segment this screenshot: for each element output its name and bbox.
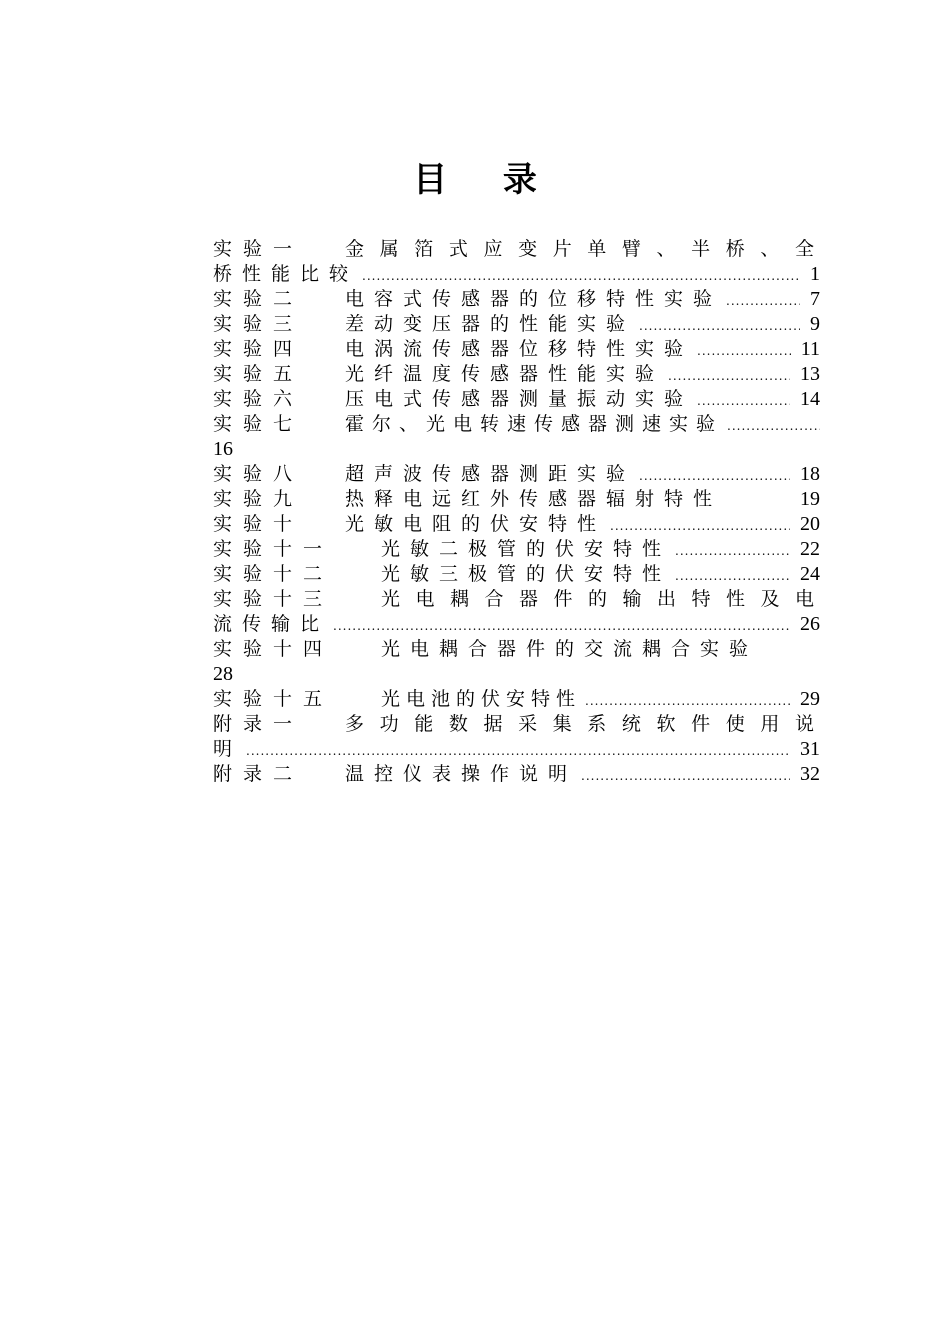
leader-dots [362, 264, 800, 289]
toc-entry-title: 光敏二极管的伏安特性 [381, 538, 672, 560]
toc-entry-1-line2[interactable] [213, 262, 820, 287]
toc-entry-page: 16 [213, 438, 233, 460]
toc-entry-3[interactable] [213, 312, 820, 337]
toc-entry-13-line2[interactable] [213, 612, 820, 637]
toc-entry-page: 7 [810, 288, 820, 310]
leader-dots [246, 739, 790, 764]
toc-entry-label: 实验三 [213, 313, 304, 335]
toc-entry-page: 31 [800, 738, 820, 760]
toc-entry-label: 实验十二 [213, 563, 334, 585]
toc-entry-label: 实验十 [213, 513, 304, 535]
leader-dots [581, 764, 790, 789]
toc-entry-page: 32 [800, 763, 820, 785]
toc-appendix-1-line1[interactable] [213, 712, 820, 737]
leader-dots [675, 564, 790, 589]
toc-entry-title: 光敏电阻的伏安特性 [345, 513, 607, 535]
toc-entry-title-cont: 流传输比 [213, 613, 330, 635]
toc-entry-11[interactable] [213, 537, 820, 562]
toc-entry-title: 多功能数据采集系统软件使用说 [345, 713, 820, 735]
toc-entry-6[interactable] [213, 387, 820, 412]
toc-entry-label: 实验四 [213, 338, 304, 360]
toc-entry-title: 光敏三极管的伏安特性 [381, 563, 672, 585]
toc-entry-title: 光电耦合器件的输出特性及电 [381, 588, 820, 610]
toc-entry-label: 实验十五 [213, 688, 334, 710]
toc-entry-title: 电涡流传感器位移特性实验 [345, 338, 694, 360]
toc-entry-15[interactable] [213, 687, 820, 712]
toc-entry-title: 光纤温度传感器性能实验 [345, 363, 665, 385]
toc-entry-label: 实验十一 [213, 538, 334, 560]
toc-entry-10[interactable] [213, 512, 820, 537]
toc-entry-label: 实验七 [213, 413, 304, 435]
leader-dots [333, 614, 790, 639]
toc-entry-7-line2[interactable] [213, 437, 820, 462]
toc-entry-page: 28 [213, 663, 233, 685]
leader-dots [697, 389, 790, 414]
leader-dots [610, 514, 790, 539]
toc-entry-page: 13 [800, 363, 820, 385]
toc-entry-8[interactable] [213, 462, 820, 487]
toc-entry-page: 9 [810, 313, 820, 335]
toc-entry-title: 霍尔、光电转速传感器测速实验 [345, 413, 724, 435]
leader-dots [585, 689, 790, 714]
toc-entry-label: 实验十三 [213, 588, 334, 610]
leader-dots [668, 364, 790, 389]
leader-dots [639, 314, 800, 339]
toc-entry-page: 18 [800, 463, 820, 485]
toc-entry-page: 29 [800, 688, 820, 710]
toc-entry-title: 电容式传感器的位移特性实验 [345, 288, 723, 310]
toc-entry-13-line1[interactable] [213, 587, 820, 612]
toc-entry-label: 实验六 [213, 388, 304, 410]
toc-entry-label: 实验十四 [213, 638, 334, 660]
toc-entry-label: 实验五 [213, 363, 304, 385]
toc-appendix-1-line2[interactable] [213, 737, 820, 762]
toc-entry-label: 实验八 [213, 463, 304, 485]
toc-entry-9[interactable] [213, 487, 820, 512]
leader-dots [697, 339, 791, 364]
toc-entry-title: 光电池的伏安特性 [381, 688, 582, 710]
leader-dots [726, 289, 800, 314]
toc-entry-1-line1[interactable] [213, 237, 820, 262]
toc-entry-title-cont: 桥性能比较 [213, 263, 359, 285]
toc-entry-title: 超声波传感器测距实验 [345, 463, 636, 485]
leader-dots [639, 464, 790, 489]
page-title: 目 录 [413, 160, 559, 200]
toc-entry-5[interactable] [213, 362, 820, 387]
toc-entry-title: 差动变压器的性能实验 [345, 313, 636, 335]
toc-entry-page: 24 [800, 563, 820, 585]
toc-entry-2[interactable] [213, 287, 820, 312]
toc-entry-page: 1 [810, 263, 820, 285]
toc-entry-14-line2[interactable] [213, 662, 820, 687]
toc-entry-4[interactable] [213, 337, 820, 362]
toc-entry-label: 实验一 [213, 238, 304, 260]
toc-appendix-2[interactable] [213, 762, 820, 787]
toc-entry-label: 实验九 [213, 488, 304, 510]
toc-entry-title: 金属箔式应变片单臂、半桥、全 [345, 238, 820, 260]
toc-entry-label: 附录一 [213, 713, 304, 735]
toc-entry-title: 压电式传感器测量振动实验 [345, 388, 694, 410]
toc-entry-page: 26 [800, 613, 820, 635]
leader-dots [675, 539, 790, 564]
table-of-contents [213, 237, 820, 787]
toc-entry-title: 光电耦合器件的交流耦合实验 [381, 638, 759, 660]
toc-entry-label: 实验二 [213, 288, 304, 310]
toc-entry-7-line1[interactable] [213, 412, 820, 437]
leader-dots [727, 414, 820, 439]
toc-entry-page: 11 [800, 338, 820, 360]
toc-entry-page: 20 [800, 513, 820, 535]
toc-entry-page: 14 [800, 388, 820, 410]
toc-entry-page: 19 [800, 488, 820, 510]
toc-entry-title: 热释电远红外传感器辐射特性 [345, 488, 723, 510]
toc-entry-title: 温控仪表操作说明 [345, 763, 578, 785]
toc-entry-12[interactable] [213, 562, 820, 587]
toc-entry-14-line1[interactable] [213, 637, 820, 662]
toc-entry-title-cont: 明 [213, 738, 243, 760]
toc-entry-page: 22 [800, 538, 820, 560]
toc-entry-label: 附录二 [213, 763, 304, 785]
